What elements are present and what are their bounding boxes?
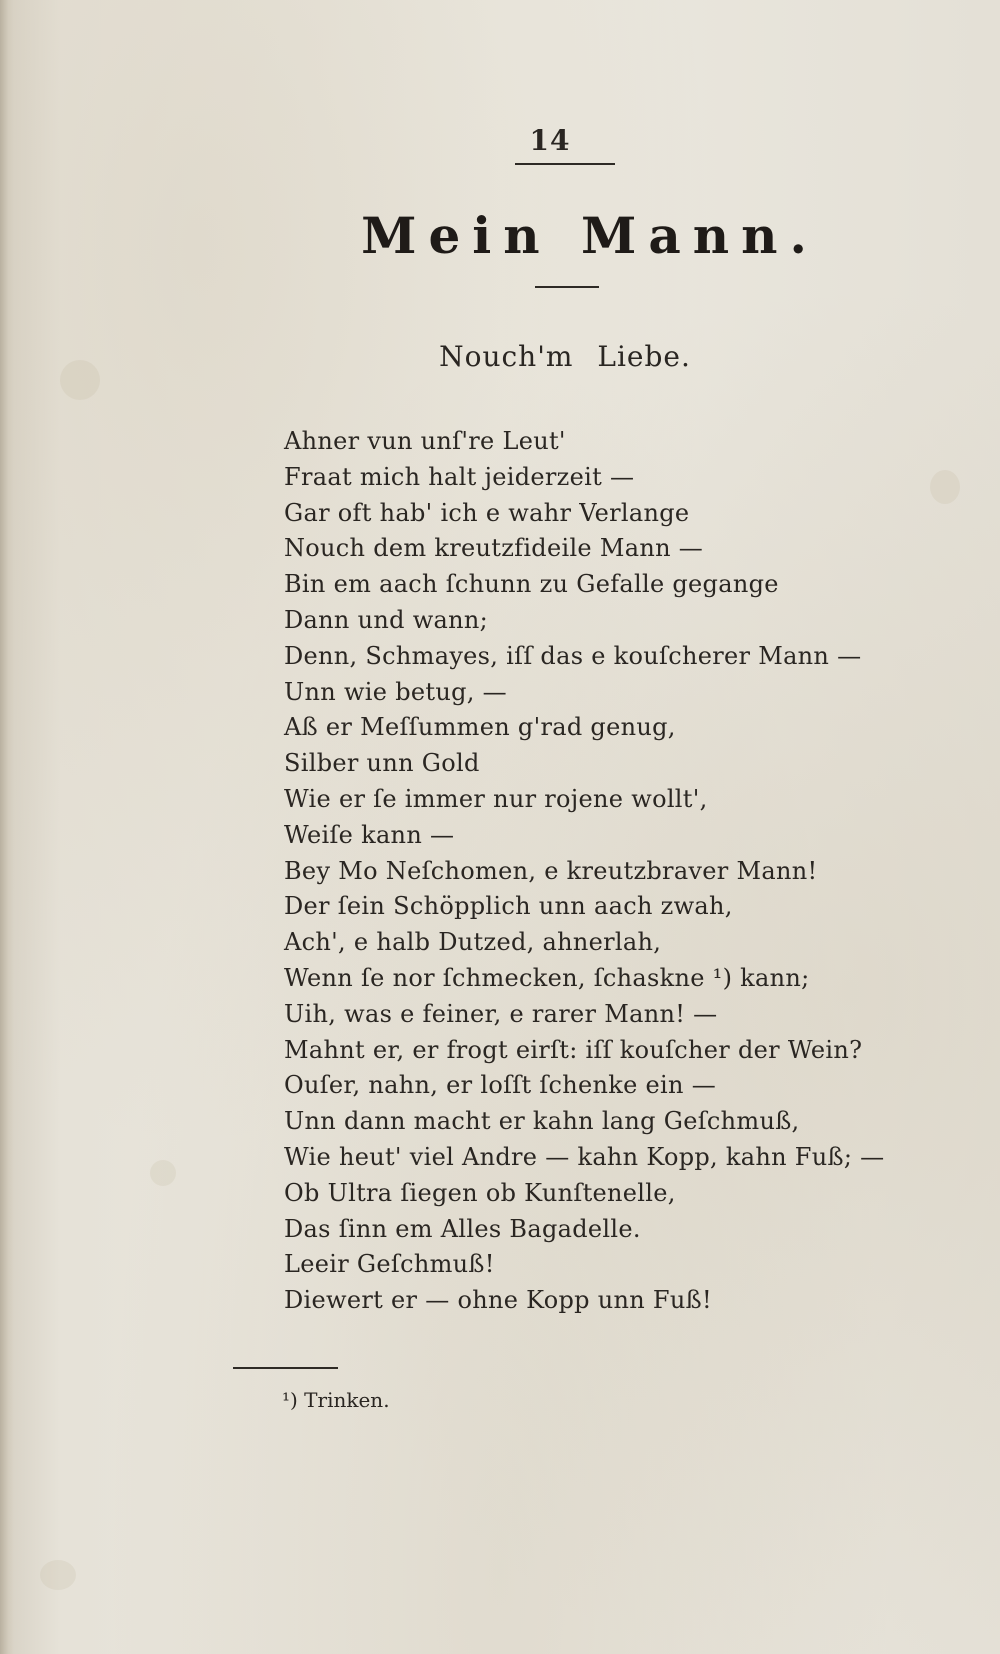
poem-line: Silber unn Gold bbox=[284, 749, 480, 778]
poem-title: Mein Mann. bbox=[361, 206, 819, 265]
poem-line: Unn dann macht er kahn lang Geſchmuß, bbox=[284, 1107, 800, 1136]
poem-line: Ob Ultra ſiegen ob Kunſtenelle, bbox=[284, 1178, 676, 1207]
poem-line: Wenn ſe nor ſchmecken, ſchaskne ¹) kann; bbox=[284, 963, 810, 992]
poem-line: Bin em aach ſchunn zu Gefalle gegange bbox=[284, 570, 779, 599]
page-number: 14 bbox=[529, 124, 571, 157]
poem-line: Fraat mich halt jeiderzeit — bbox=[284, 462, 635, 491]
poem-body bbox=[284, 424, 924, 1319]
poem-line: Ach', e halb Dutzed, ahnerlah, bbox=[284, 928, 662, 957]
poem-line: Mahnt er, er frogt eirſt: iſſ kouſcher der Wein? bbox=[284, 1035, 863, 1064]
poem-line: Dann und wann; bbox=[284, 605, 489, 634]
poem-line: Leeir Geſchmuß! bbox=[284, 1250, 495, 1279]
paper-stain bbox=[930, 470, 960, 504]
header-rule bbox=[515, 163, 615, 165]
page-edge-shadow bbox=[0, 0, 14, 1654]
footnote: ¹) Trinken. bbox=[282, 1388, 390, 1412]
poem-line: Der ſein Schöpplich unn aach zwah, bbox=[284, 892, 733, 921]
poem-line: Nouch dem kreutzfideile Mann — bbox=[284, 534, 704, 563]
poem-line: Diewert er — ohne Kopp unn Fuß! bbox=[284, 1286, 712, 1315]
title-rule bbox=[535, 286, 599, 288]
poem-line: Ouſer, nahn, er loſſt ſchenke ein — bbox=[284, 1071, 716, 1100]
poem-subtitle: Nouch'm Liebe. bbox=[439, 340, 691, 373]
poem-line: Wie heut' viel Andre — kahn Kopp, kahn Fuß; — bbox=[284, 1142, 885, 1171]
paper-stain bbox=[150, 1160, 176, 1186]
poem-line: Bey Mo Neſchomen, e kreutzbraver Mann! bbox=[284, 856, 818, 885]
poem-line: Gar oft hab' ich e wahr Verlange bbox=[284, 498, 690, 527]
paper-stain bbox=[40, 1560, 76, 1590]
poem-line: Das ſinn em Alles Bagadelle. bbox=[284, 1214, 641, 1243]
paper-stain bbox=[60, 360, 100, 400]
poem-line: Denn, Schmayes, iſſ das e kouſcherer Mann — bbox=[284, 641, 862, 670]
footnote-rule bbox=[233, 1367, 338, 1369]
poem-line: Weiſe kann — bbox=[284, 820, 455, 849]
poem-line: Aß er Meſſummen g'rad genug, bbox=[284, 713, 676, 742]
poem-line: Uih, was e feiner, e rarer Mann! — bbox=[284, 999, 718, 1028]
poem-line: Ahner vun unſ're Leut' bbox=[284, 427, 566, 455]
poem-line: Wie er ſe immer nur rojene wollt', bbox=[284, 784, 708, 813]
poem-line: Unn wie betug, — bbox=[284, 677, 507, 706]
